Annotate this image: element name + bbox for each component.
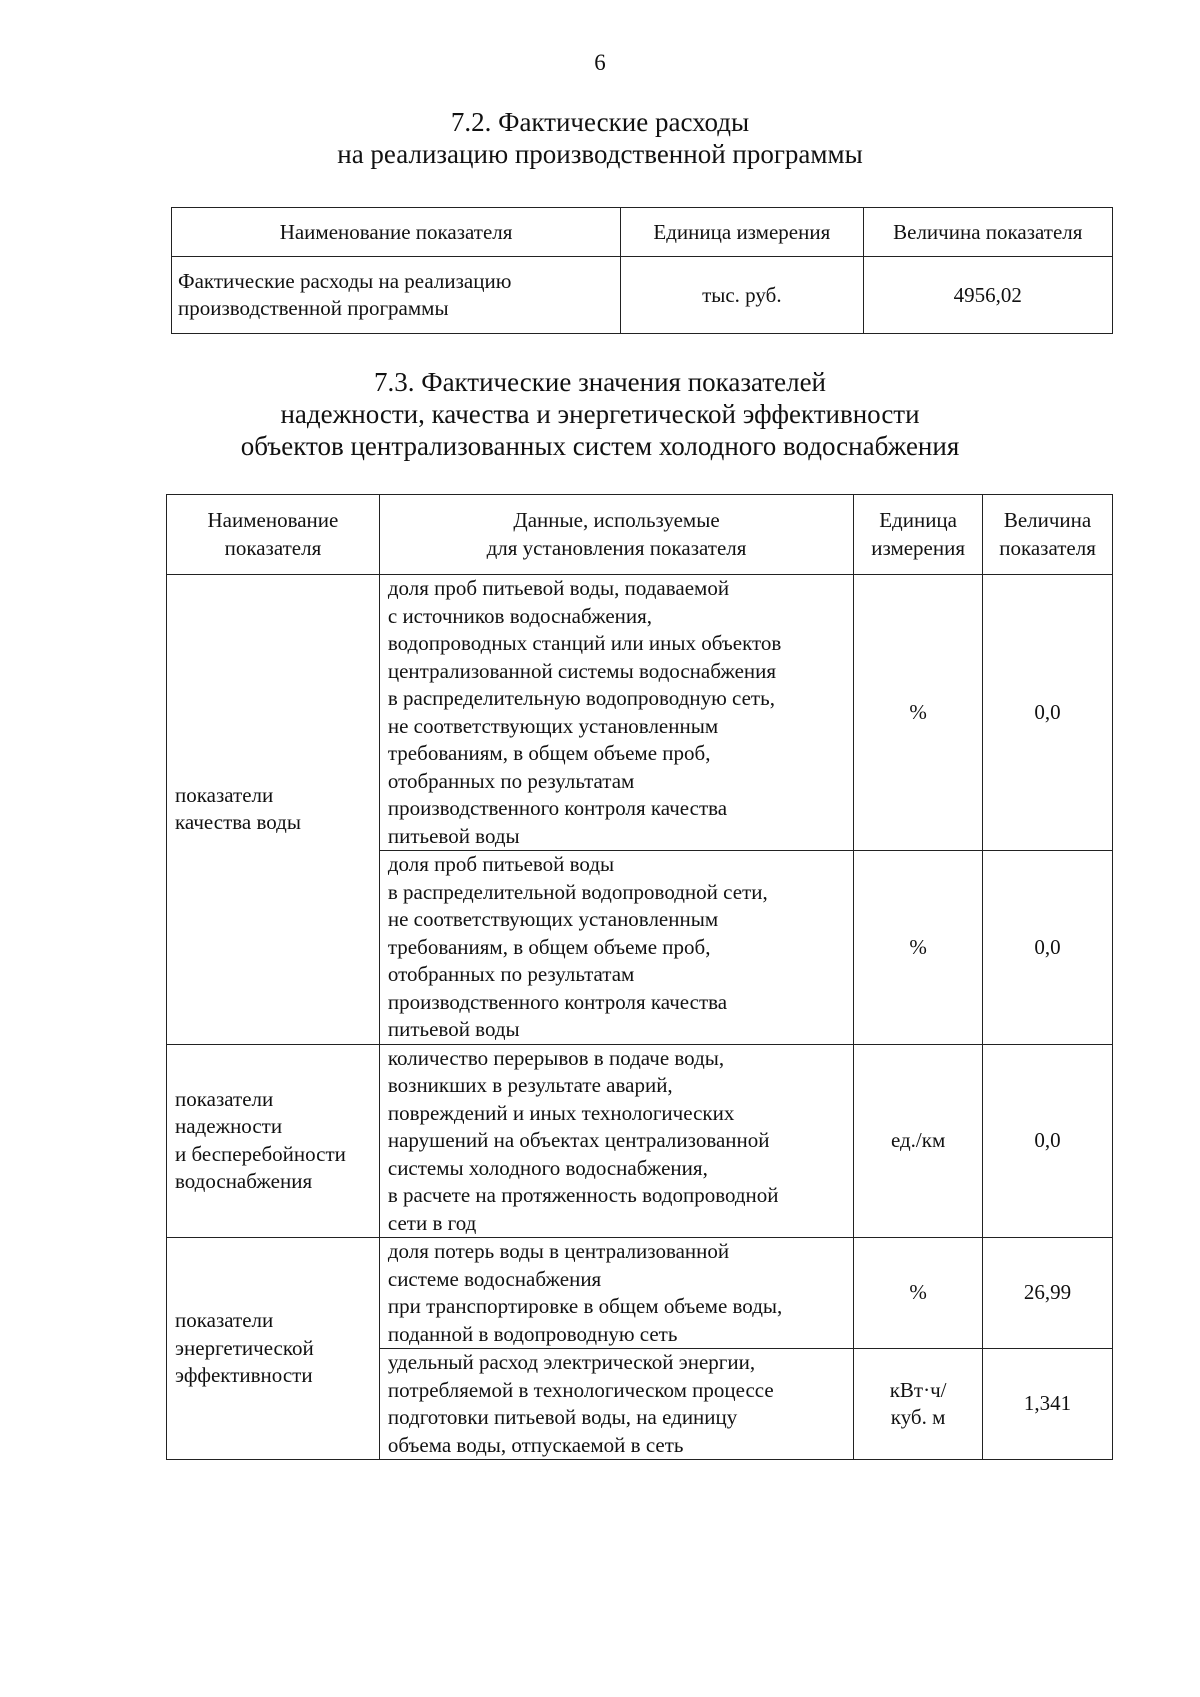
group-water-quality: показатели качества воды [167,575,380,1045]
group-reliability: показатели надежности и бесперебойности водоснабжения [167,1044,380,1238]
unit-cell: % [854,575,983,851]
unit-cell: ед./км [854,1044,983,1238]
source-data-cell: удельный расход электрической энергии, потребляемой в технологическом процессе подготовки питьевой воды, на единицу объема воды, отпускаемой в сеть [379,1349,853,1460]
page-number: 6 [594,50,606,75]
table-row [167,1238,1113,1349]
indicators-table [166,494,1113,1460]
header-unit [854,495,983,575]
title-line: на реализацию производственной программы [337,139,863,169]
actual-expenses-table [171,207,1113,334]
table-header-row [167,495,1113,575]
header-line: Величина [1003,508,1092,532]
title-line: объектов централизованных систем холодного водоснабжения [240,431,960,461]
header-line: показателя [224,535,322,560]
header-line: Данные, используемые [513,508,720,532]
source-data-cell: количество перерывов в подаче воды, возникших в результате аварий, повреждений и иных технологических нарушений на объектах централизованной системы холодного водоснабжения, в расчете на протяженность водопроводной сети в год [379,1044,853,1238]
title-line: надежности, качества и энергетической эффективности [280,399,920,429]
table-row [167,1044,1113,1238]
unit-cell: % [854,851,983,1045]
value-cell: 0,0 [983,1044,1113,1238]
header-value: Величина показателя [863,208,1112,257]
title-line: 7.3. Фактические значения показателей [373,367,827,397]
source-data-cell: доля потерь воды в централизованной системе водоснабжения при транспортировке в общем объеме воды, поданной в водопроводную сеть [379,1238,853,1349]
header-line: Наименование [207,508,339,532]
header-line: измерения [871,535,966,560]
header-indicator-name: Наименование показателя [172,208,621,257]
value-cell: 0,0 [983,851,1113,1045]
value-cell: 4956,02 [863,257,1112,334]
unit-cell: тыс. руб. [621,257,863,334]
section-7-3-title [0,366,1200,462]
source-data-cell: доля проб питьевой воды, подаваемой с источников водоснабжения, водопроводных станций или иных объектов централизованной системы водоснабжения в распределительную водопроводную сеть, не соответствующих установленным требованиям, в общем объеме проб, отобранных по результатам производственного контроля качества питьевой воды [379,575,853,851]
header-line: показателя [999,535,1096,560]
title-line: 7.2. Фактические расходы [450,107,750,137]
section-7-2-title [0,106,1200,170]
source-data-cell: доля проб питьевой воды в распределительной водопроводной сети, не соответствующих установленным требованиям, в общем объеме проб, отобранных по результатам производственного контроля качества питьевой воды [379,851,853,1045]
header-value [983,495,1113,575]
value-cell: 26,99 [983,1238,1113,1349]
header-line: для установления показателя [486,535,747,560]
indicator-name: Фактические расходы на реализацию производственной программы [172,257,621,334]
header-unit: Единица измерения [621,208,863,257]
value-cell: 0,0 [983,575,1113,851]
header-source-data [379,495,853,575]
table-row [172,257,1113,334]
header-line: Единица [879,508,957,532]
unit-cell: кВт·ч/ куб. м [854,1349,983,1460]
group-energy-efficiency: показатели энергетической эффективности [167,1238,380,1460]
unit-cell: % [854,1238,983,1349]
table-header-row [172,208,1113,257]
value-cell: 1,341 [983,1349,1113,1460]
table-row [167,575,1113,851]
header-indicator-name [167,495,380,575]
